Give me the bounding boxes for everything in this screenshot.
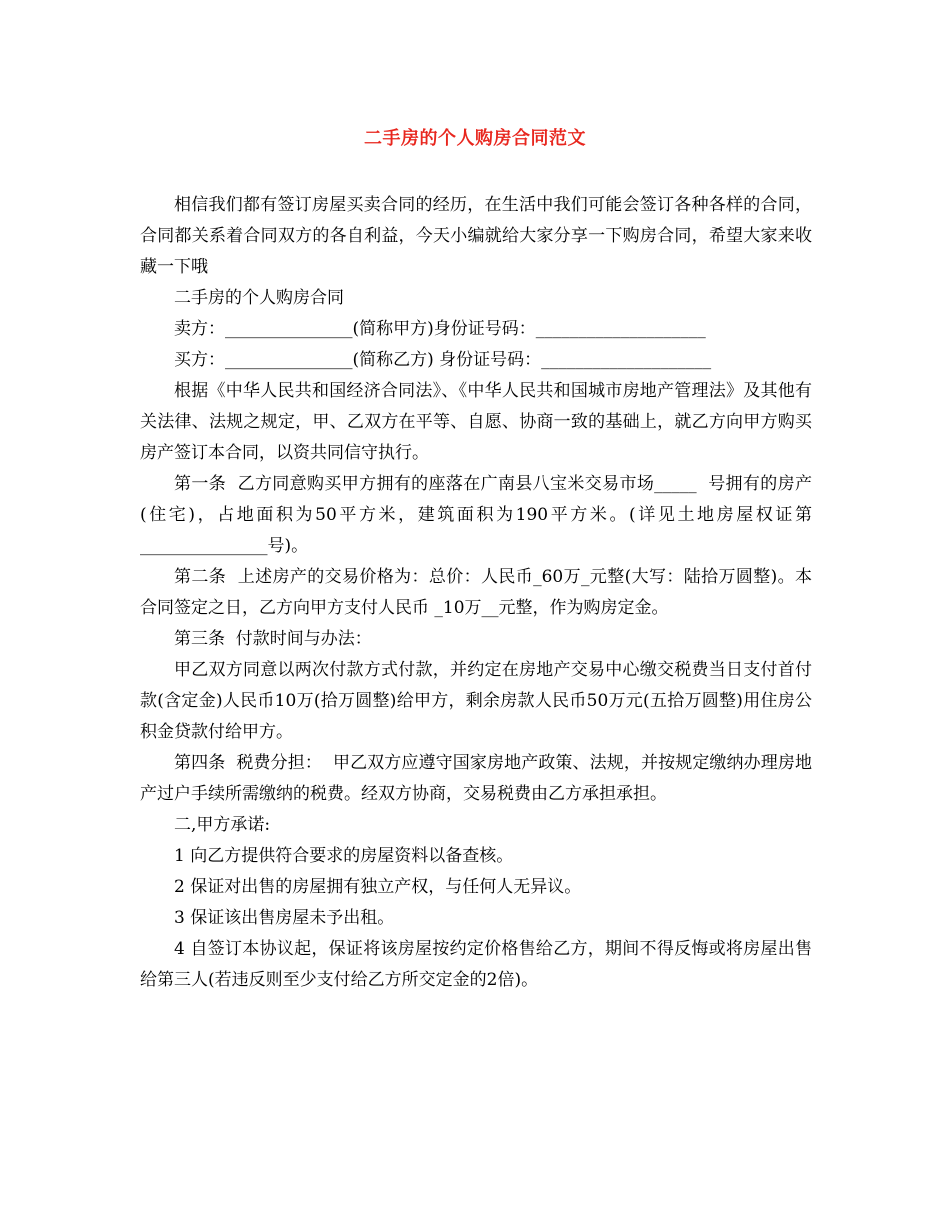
legal-basis-paragraph: 根据《中华人民共和国经济合同法》、《中华人民共和国城市房地产管理法》及其他有关法律、法规之规定，甲、乙双方在平等、自愿、协商一致的基础上，就乙方向甲方购买房产签订本合同，以资共同信守执行。: [140, 381, 812, 463]
intro-paragraph: 相信我们都有签订房屋买卖合同的经历，在生活中我们可能会签订各种各样的合同，合同都关系着合同双方的各自利益，今天小编就给大家分享一下购房合同，希望大家来收藏一下哦: [140, 195, 812, 277]
promise-item-3: 3 保证该出售房屋未予出租。: [174, 908, 395, 928]
promise-item-4: 4 自签订本协议起，保证将该房屋按约定价格售给乙方，期间不得反悔或将房屋出售给第三人(若违反则至少支付给乙方所交定金的2倍)。: [140, 939, 812, 990]
seller-line: 卖方：_______________(简称甲方)身份证号码：____________________: [174, 319, 706, 339]
article-1-paragraph: 第一条 乙方同意购买甲方拥有的座落在广南县八宝米交易市场_____ 号拥有的房产(住宅)，占地面积为50平方米，建筑面积为190平方米。(详见土地房屋权证第_______________号)。: [140, 474, 812, 556]
promise-item-1: 1 向乙方提供符合要求的房屋资料以备查核。: [174, 846, 514, 866]
promise-item-2: 2 保证对出售的房屋拥有独立产权，与任何人无异议。: [174, 877, 582, 897]
contract-heading: 二手房的个人购房合同: [174, 288, 344, 308]
buyer-line: 买方：_______________(简称乙方) 身份证号码：____________________: [174, 350, 712, 370]
article-3-paragraph: 甲乙双方同意以两次付款方式付款，并约定在房地产交易中心缴交税费当日支付首付款(含定金)人民币10万(拾万圆整)给甲方，剩余房款人民币50万元(五拾万圆整)用住房公积金贷款付给甲方。: [140, 660, 812, 742]
article-2-paragraph: 第二条 上述房产的交易价格为：总价：人民币_60万_元整(大写：陆拾万圆整)。本合同签定之日，乙方向甲方支付人民币 _10万__元整，作为购房定金。: [140, 567, 812, 618]
article-4-paragraph: 第四条 税费分担： 甲乙双方应遵守国家房地产政策、法规，并按规定缴纳办理房地产过户手续所需缴纳的税费。经双方协商，交易税费由乙方承担承担。: [140, 753, 812, 804]
document-body: [140, 190, 812, 996]
seller-promise-heading: 二,甲方承诺:: [174, 815, 271, 835]
article-3-heading: 第三条 付款时间与办法：: [174, 629, 372, 649]
document-title: 二手房的个人购房合同范文: [364, 128, 586, 149]
